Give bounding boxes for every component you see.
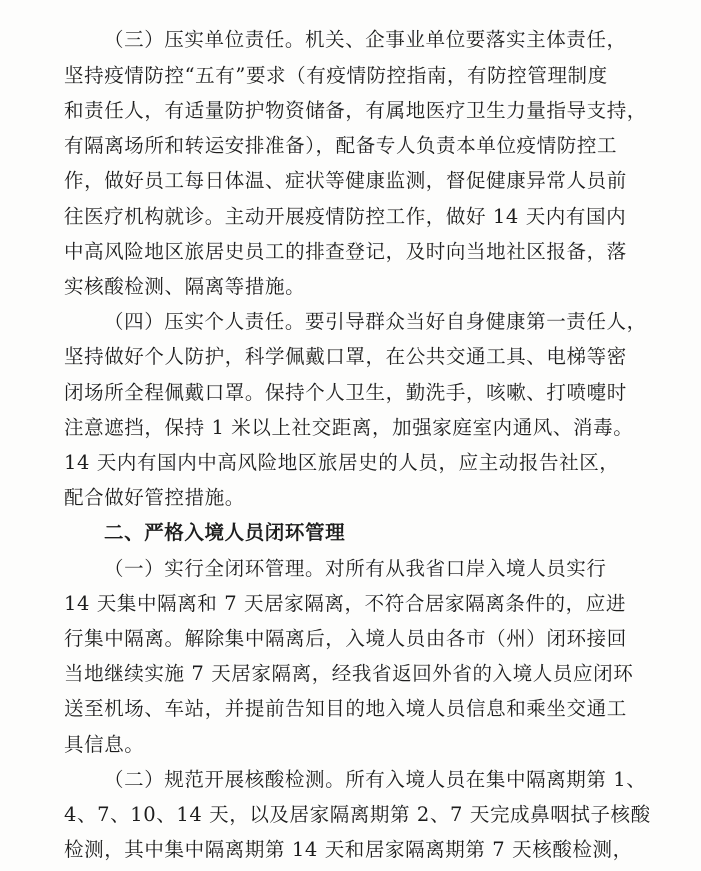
paragraph-3-line-7: 中高风险地区旅居史员工的排查登记，及时向当地社区报备，落 [64,240,627,263]
subsection-2-line-3: 检测，其中集中隔离期第 14 天和居家隔离期第 7 天核酸检测， [64,838,633,861]
paragraph-4-line-2: 坚持做好个人防护，科学佩戴口罩，在公共交通工具、电梯等密 [64,345,627,368]
paragraph-4-line-6: 配合做好管控措施。 [64,486,245,509]
subsection-2-line-2: 4、7、10、14 天，以及居家隔离期第 2、7 天完成鼻咽拭子核酸 [64,803,651,826]
paragraph-3-line-3: 和责任人，有适量防护物资储备，有属地医疗卫生力量指导支持， [64,99,647,122]
subsection-1-line-4: 当地继续实施 7 天居家隔离，经我省返回外省的入境人员应闭环 [64,662,634,685]
paragraph-3-line-5: 作，做好员工每日体温、症状等健康监测，督促健康异常人员前 [64,169,627,192]
subsection-1-line-5: 送至机场、车站，并提前告知目的地入境人员信息和乘坐交通工 [64,697,627,720]
paragraph-3-line-2: 坚持疫情防控“五有”要求（有疫情防控指南，有防控管理制度 [64,64,608,87]
section-heading: 二、严格入境人员闭环管理 [104,521,346,544]
paragraph-3-line-4: 有隔离场所和转运安排准备），配备专人负责本单位疫情防控工 [64,134,618,157]
paragraph-4-line-1: （四）压实个人责任。要引导群众当好自身健康第一责任人， [104,310,647,333]
subsection-1-line-6: 具信息。 [64,733,145,756]
paragraph-4-line-4: 注意遮挡，保持 1 米以上社交距离，加强家庭室内通风、消毒。 [64,416,634,439]
paragraph-3-line-6: 往医疗机构就诊。主动开展疫情防控工作，做好 14 天内有国内 [64,205,627,228]
paragraph-3-line-8: 实核酸检测、隔离等措施。 [64,275,306,298]
paragraph-4-line-5: 14 天内有国内中高风险地区旅居史的人员，应主动报告社区， [64,451,620,474]
subsection-1-line-2: 14 天集中隔离和 7 天居家隔离，不符合居家隔离条件的，应进 [64,592,626,615]
paragraph-3-line-1: （三）压实单位责任。机关、企事业单位要落实主体责任， [104,28,627,51]
subsection-1-line-1: （一）实行全闭环管理。对所有从我省口岸入境人员实行 [104,557,607,580]
paragraph-4-line-3: 闭场所全程佩戴口罩。保持个人卫生，勤洗手，咳嗽、打喷嚏时 [64,381,627,404]
subsection-2-line-1: （二）规范开展核酸检测。所有入境人员在集中隔离期第 1、 [104,768,647,791]
subsection-1-line-3: 行集中隔离。解除集中隔离后，入境人员由各市（州）闭环接回 [64,627,627,650]
